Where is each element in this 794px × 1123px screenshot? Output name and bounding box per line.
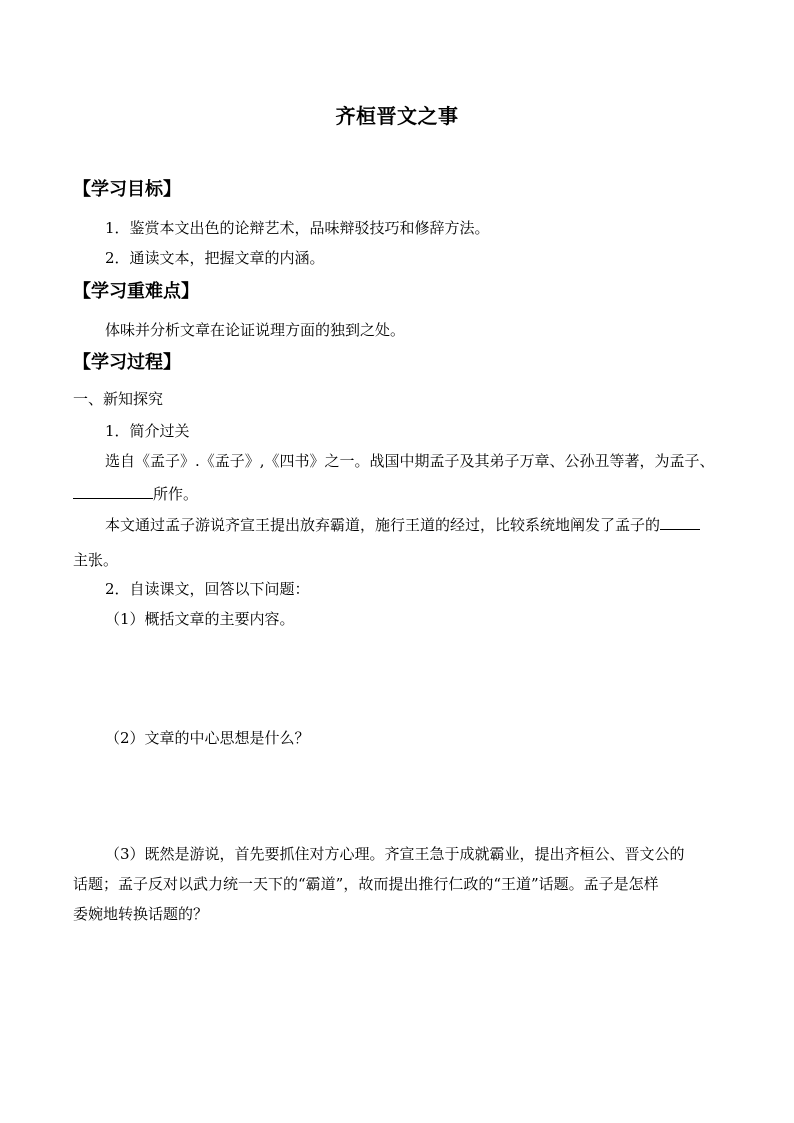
questions-title: 2．自读课文，回答以下问题： [105, 580, 310, 598]
question-3-line-3: 委婉地转换话题的？ [73, 905, 209, 923]
question-2: （2）文章的中心思想是什么？ [105, 729, 310, 747]
intro-line-2 [73, 484, 198, 502]
part-one-title: 一、新知探究 [73, 390, 164, 408]
section-heading-process: 【学习过程】 [73, 352, 181, 373]
intro-line-1: 选自《孟子》.《孟子》,《四书》之一。战国中期孟子及其弟子万章、公孙丑等著，为孟子、 [105, 452, 715, 470]
goal-item-2: 2．通读文本，把握文章的内涵。 [105, 249, 325, 267]
intro-title: 1．简介过关 [105, 422, 190, 440]
section-heading-key-points: 【学习重难点】 [73, 281, 199, 302]
section-heading-goals: 【学习目标】 [73, 179, 181, 200]
intro-line-2-suffix: 所作。 [153, 485, 199, 503]
goal-item-1: 1．鉴赏本文出色的论辩艺术，品味辩驳技巧和修辞方法。 [105, 219, 490, 237]
intro-para-2-text: 本文通过孟子游说齐宣王提出放弃霸道，施行王道的经过，比较系统地阐发了孟子的 [105, 516, 661, 534]
fill-blank-doctrine[interactable] [660, 515, 700, 530]
key-points-text: 体味并分析文章在论证说理方面的独到之处。 [105, 321, 406, 339]
page-title: 齐桓晋文之事 [335, 104, 459, 128]
question-3-line-1: （3）既然是游说，首先要抓住对方心理。齐宣王急于成就霸业，提出齐桓公、晋文公的 [105, 845, 685, 863]
intro-para-2-end: 主张。 [73, 551, 119, 569]
fill-blank-author[interactable] [73, 484, 153, 499]
question-3-line-2: 话题；孟子反对以武力统一天下的“霸道”，故而提出推行仁政的“王道”话题。孟子是怎样 [73, 875, 659, 893]
question-1: （1）概括文章的主要内容。 [105, 610, 295, 628]
intro-para-2 [105, 515, 700, 533]
